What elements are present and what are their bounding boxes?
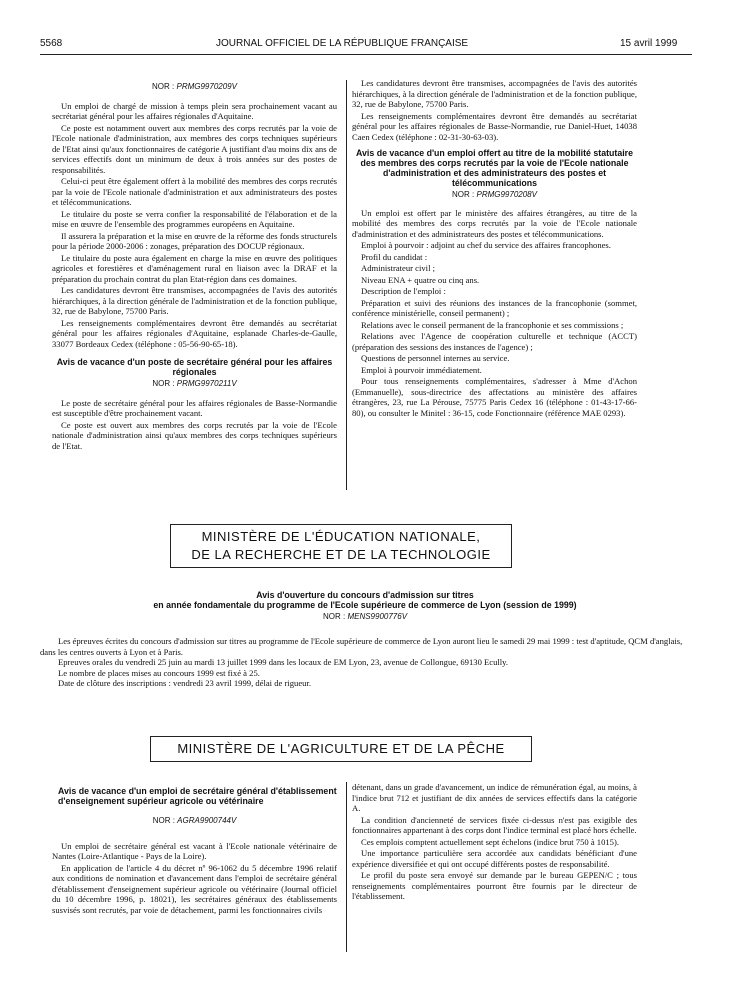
- list-item: Emploi à pourvoir : adjoint au chef du service des affaires francophones.: [361, 240, 611, 250]
- paragraph: Le titulaire du poste se verra confier la responsabilité de l'élaboration et de la mise en œuvre de l'ensemble des programmes européens en Aquitaine.: [52, 208, 337, 229]
- list-item: Emploi à pourvoir immédiatement.: [361, 364, 482, 375]
- section-heading: Avis de vacance d'un poste de secrétaire général pour les affaires régionales: [56, 357, 333, 377]
- paragraph: Ce poste est notamment ouvert aux membres des corps recrutés par la voie de l'Ecole nationale d'administration, aux membres des corps techniques supérieurs de l'Etat ainsi qu'aux fonctionnaires de catégorie A justifiant d'au moins dix ans de services effectifs dont un minimum de deux à trois années sur des postes de responsabilités.: [52, 122, 337, 175]
- nor-reference: NOR : PRMG9970209V: [152, 82, 237, 91]
- journal-title: JOURNAL OFFICIEL DE LA RÉPUBLIQUE FRANÇAISE: [216, 38, 469, 49]
- section-heading: Avis d'ouverture du concours d'admission sur titres: [256, 590, 474, 600]
- list-item: Questions de personnel internes au service.: [361, 353, 510, 363]
- left-column: [52, 80, 337, 452]
- ministry-title-line: DE LA RECHERCHE ET DE LA TECHNOLOGIE: [191, 547, 491, 562]
- ministry-title-line: MINISTÈRE DE L'ÉDUCATION NATIONALE,: [201, 529, 481, 544]
- paragraph: Le titulaire du poste aura également en charge la mise en œuvre des politiques agricoles et forestières et d'aménagement rural en liaison avec la DRAF et la préparation du prochain contrat du plan Etat-région dans ces domaines.: [52, 252, 337, 284]
- list-item: Relations avec le conseil permanent de la francophonie et ses commissions ;: [361, 319, 624, 330]
- right-column: [352, 78, 637, 419]
- paragraph: Les candidatures devront être transmises, accompagnées de l'avis des autorités hiérarchiques, à la direction générale de l'administration et de la fonction publique, 32, rue de Babylone, 75700 Paris.: [52, 285, 337, 316]
- column-divider: [346, 782, 347, 952]
- paragraph: Celui-ci peut être également offert à la mobilité des membres des corps recrutés par la voie de l'Ecole nationale d'administration et aux administrateurs des postes et télécommunications.: [52, 176, 337, 207]
- paragraph: Le nombre de places mises au concours 1999 est fixé à 25.: [58, 667, 260, 678]
- left-column-agri: [52, 786, 337, 916]
- list-item: Description de l'emploi :: [361, 286, 446, 296]
- paragraph: Le profil du poste sera envoyé sur demande par le bureau GEPEN/C ; tous renseignements complémentaires pourront être fournis par le directeur de l'établissement.: [352, 870, 637, 901]
- ministry-heading-box: [150, 736, 532, 762]
- paragraph: Une importance particulière sera accordée aux candidats bénéficiant d'une expérience diversifiée et qui ont occupé différents postes de responsabilité.: [352, 848, 637, 869]
- paragraph: Un emploi de chargé de mission à temps plein sera prochainement vacant au secrétariat général pour les affaires régionales d'Aquitaine.: [52, 100, 337, 121]
- paragraph: Un emploi est offert par le ministère des affaires étrangères, au titre de la mobilité des membres des corps recrutés par la voie de l'Ecole nationale d'administration et des administrateurs des postes et télécommunications.: [352, 207, 637, 239]
- nor-reference: NOR : AGRA9900744V: [152, 816, 237, 825]
- list-item: Profil du candidat :: [361, 251, 428, 262]
- notice-body: [40, 636, 690, 689]
- nor-reference: NOR : MENS9900776V: [322, 612, 408, 621]
- paragraph: Les renseignements complémentaires devront être demandés au secrétariat général pour les affaires régionales d'Aquitaine, esplanade Charles-de-Gaulle, 33077 Bordeaux Cedex (téléphone : 05-56-90-65-18).: [52, 317, 337, 349]
- section-heading: Avis de vacance d'un emploi de secrétaire général d'établissement d'enseignement supérieur agricole ou vétérinaire: [58, 786, 337, 806]
- paragraph: Epreuves orales du vendredi 25 juin au mardi 13 juillet 1999 dans les locaux de EM Lyon, 23, avenue de Collongue, 69130 Ecully.: [58, 657, 509, 667]
- page-number: 5568: [40, 38, 63, 49]
- header-rule: [40, 54, 692, 55]
- list-item: Préparation et suivi des réunions des instances de la francophonie (sommet, conférence ministérielle, conseil permanent) ;: [352, 297, 637, 318]
- list-item: Pour tous renseignements complémentaires, s'adresser à Mme d'Achon (Emmanuelle), sous-directrice des affectations au ministère des affaires étrangères, 23, rue La Pérouse, 75775 Paris Cedex 16 (téléphone : 01-43-17-66-80), ou consulter le Minitel : 36-15, code Fonctionnaire (référence MAE 0293).: [352, 376, 637, 418]
- publication-date: 15 avril 1999: [620, 38, 678, 49]
- notice-header: [40, 590, 690, 621]
- paragraph: Date de clôture des inscriptions : vendredi 23 avril 1999, délai de rigueur.: [58, 678, 311, 688]
- paragraph: En application de l'article 4 du décret nº 96-1062 du 5 décembre 1996 relatif aux conditions de nomination et d'avancement dans l'emploi de secrétaire général d'établissement d'enseignement supérieur agricole ou vétérinaire (Journal officiel du 10 décembre 1996, p. 18021), les secrétaires généraux des établissements susvisés sont recrutés, par voie de détachement, parmi les fonctionnaires civils: [52, 862, 337, 915]
- list-item: Administrateur civil ;: [361, 263, 435, 273]
- paragraph: Un emploi de secrétaire général est vacant à l'Ecole nationale vétérinaire de Nantes (Loire-Atlantique - Pays de la Loire).: [52, 840, 337, 861]
- paragraph: Ces emplois comptent actuellement sept échelons (indice brut 750 à 1015).: [361, 836, 619, 847]
- paragraph: Il assurera la préparation et la mise en œuvre de la réforme des fonds structurels pour la période 2000-2006 : zonages, préparation des DOCUP régionaux.: [52, 230, 337, 251]
- paragraph: Les candidatures devront être transmises, accompagnées de l'avis des autorités hiérarchiques, à la direction générale de l'administration et de la fonction publique, 32, rue de Babylone, 75700 Paris.: [352, 78, 637, 109]
- list-item: Relations avec l'Agence de coopération culturelle et technique (ACCT) (préparation des sessions des instances de l'agence) ;: [352, 331, 637, 352]
- paragraph: Ce poste est ouvert aux membres des corps recrutés par la voie de l'Ecole nationale d'administration ainsi qu'aux membres des corps techniques supérieurs de l'Etat.: [52, 419, 337, 451]
- list-item: Niveau ENA + quatre ou cinq ans.: [361, 274, 480, 285]
- ministry-heading-box: [170, 524, 512, 568]
- column-divider: [346, 80, 347, 490]
- nor-reference: NOR : PRMG9970208V: [452, 190, 537, 199]
- nor-reference: NOR : PRMG9970211V: [152, 379, 237, 388]
- paragraph: Les renseignements complémentaires devront être demandés au secrétariat général pour les affaires régionales de Basse-Normandie, rue Daniel-Huet, 14038 Caen Cedex (téléphone : 02-31-30-63-03).: [352, 110, 637, 142]
- section-heading: Avis de vacance d'un emploi offert au titre de la mobilité statutaire des membres des corps recrutés par la voie de l'Ecole nationale d'administration et des administrateurs des postes et télécommunications: [356, 148, 633, 188]
- paragraph: Les épreuves écrites du concours d'admission sur titres au programme de l'Ecole supérieure de commerce de Lyon auront lieu le samedi 29 mai 1999 : test d'aptitude, QCM d'anglais, dans les centres ouverts à Lyon et à Paris.: [40, 636, 683, 657]
- section-heading: en année fondamentale du programme de l'Ecole supérieure de commerce de Lyon (session de 1999): [153, 600, 577, 610]
- paragraph: La condition d'ancienneté de services fixée ci-dessus n'est pas exigible des fonctionnaires appartenant à des corps dont l'indice terminal est placé hors échelle.: [352, 814, 637, 835]
- ministry-title-line: MINISTÈRE DE L'AGRICULTURE ET DE LA PÊCHE: [177, 741, 505, 756]
- paragraph: Le poste de secrétaire général pour les affaires régionales de Basse-Normandie est susceptible d'être prochainement vacant.: [52, 397, 337, 418]
- right-column-agri: [352, 782, 637, 903]
- paragraph: détenant, dans un grade d'avancement, un indice de rémunération égal, au moins, à l'indice brut 712 et justifiant de dix années de services effectifs dans la catégorie A.: [352, 782, 637, 813]
